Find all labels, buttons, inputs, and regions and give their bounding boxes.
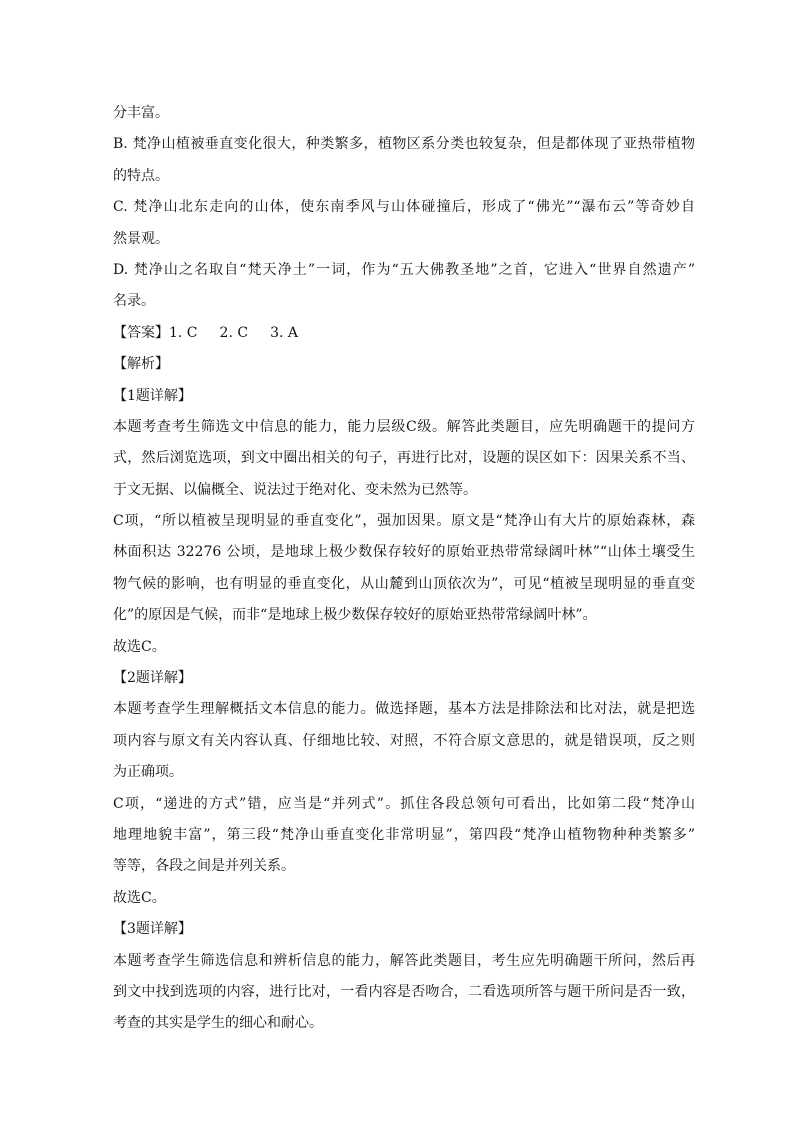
option-c-line-2: 然景观。 xyxy=(113,230,169,247)
q3-heading: 【3题详解】 xyxy=(113,921,192,938)
q1-line-6: 物气候的影响，也有明显的垂直变化，从山麓到山顶依次为”，可见“植被呈现明显的垂直变 xyxy=(113,575,695,592)
answer-item-1: 1. C xyxy=(169,324,198,341)
q1-line-5: 林面积达 32276 公顷，是地球上极少数保存较好的原始亚热带常绿阔叶林”“山体土壤受生 xyxy=(113,544,695,561)
q3-line-3: 考查的其实是学生的细心和耐心。 xyxy=(113,1015,323,1032)
q2-conclusion: 故选C。 xyxy=(113,889,166,906)
option-b-line-2: 的特点。 xyxy=(113,167,169,184)
q2-line-3: 为正确项。 xyxy=(113,764,183,781)
document-body xyxy=(113,98,695,1040)
option-b-line-1: B. 梵净山植被垂直变化很大，种类繁多，植物区系分类也较复杂，但是都体现了亚热带植物 xyxy=(113,136,695,153)
answer-item-2: 2. C xyxy=(219,324,249,341)
option-d-line-1: D. 梵净山之名取自“梵天净土”一词，作为“五大佛教圣地”之首，它进入“世界自然遗产” xyxy=(113,261,695,278)
q1-line-2: 式，然后浏览选项，到文中圈出相关的句子，再进行比对，设题的误区如下：因果关系不当、 xyxy=(113,450,695,467)
option-d-line-2: 名录。 xyxy=(113,293,155,310)
q2-line-2: 项内容与原文有关内容认真、仔细地比较、对照，不符合原文意思的，就是错误项，反之则 xyxy=(113,732,695,749)
q1-heading: 【1题详解】 xyxy=(113,387,192,404)
q1-line-4: C项，“所以植被呈现明显的垂直变化”，强加因果。原文是“梵净山有大片的原始森林，森 xyxy=(113,513,695,530)
answer-line xyxy=(113,318,695,349)
q2-line-6: 等等，各段之间是并列关系。 xyxy=(113,858,295,875)
q2-line-4: C项，“递进的方式”错，应当是“并列式”。抓住各段总领句可看出，比如第二段“梵净山 xyxy=(113,795,695,812)
q1-line-7: 化”的原因是气候，而非“是地球上极少数保存较好的原始亚热带常绿阔叶林”。 xyxy=(113,607,597,624)
answer-label: 【答案】 xyxy=(113,324,169,341)
option-c-line-1: C. 梵净山北东走向的山体，使东南季风与山体碰撞后，形成了“佛光”“瀑布云”等奇妙自 xyxy=(113,199,695,216)
q1-line-3: 于文无据、以偏概全、说法过于绝对化、变未然为已然等。 xyxy=(113,481,477,498)
answer-item-3: 3. A xyxy=(270,324,298,341)
q3-line-2: 到文中找到选项的内容，进行比对，一看内容是否吻合，二看选项所答与题干所问是否一致， xyxy=(113,983,695,1000)
option-a-tail: 分丰富。 xyxy=(113,105,169,121)
q3-line-1: 本题考查学生筛选信息和辨析信息的能力，解答此类题目，考生应先明确题干所问，然后再 xyxy=(113,952,695,969)
q1-line-1: 本题考查考生筛选文中信息的能力，能力层级C级。解答此类题目，应先明确题干的提问方 xyxy=(113,418,695,435)
q2-heading: 【2题详解】 xyxy=(113,670,192,687)
q2-line-5: 地理地貌丰富”，第三段“梵净山垂直变化非常明显”，第四段“梵净山植物物种种类繁多” xyxy=(113,826,695,843)
q1-conclusion: 故选C。 xyxy=(113,638,166,655)
analysis-label: 【解析】 xyxy=(113,356,169,373)
q2-line-1: 本题考查学生理解概括文本信息的能力。做选择题，基本方法是排除法和比对法，就是把选 xyxy=(113,701,695,718)
